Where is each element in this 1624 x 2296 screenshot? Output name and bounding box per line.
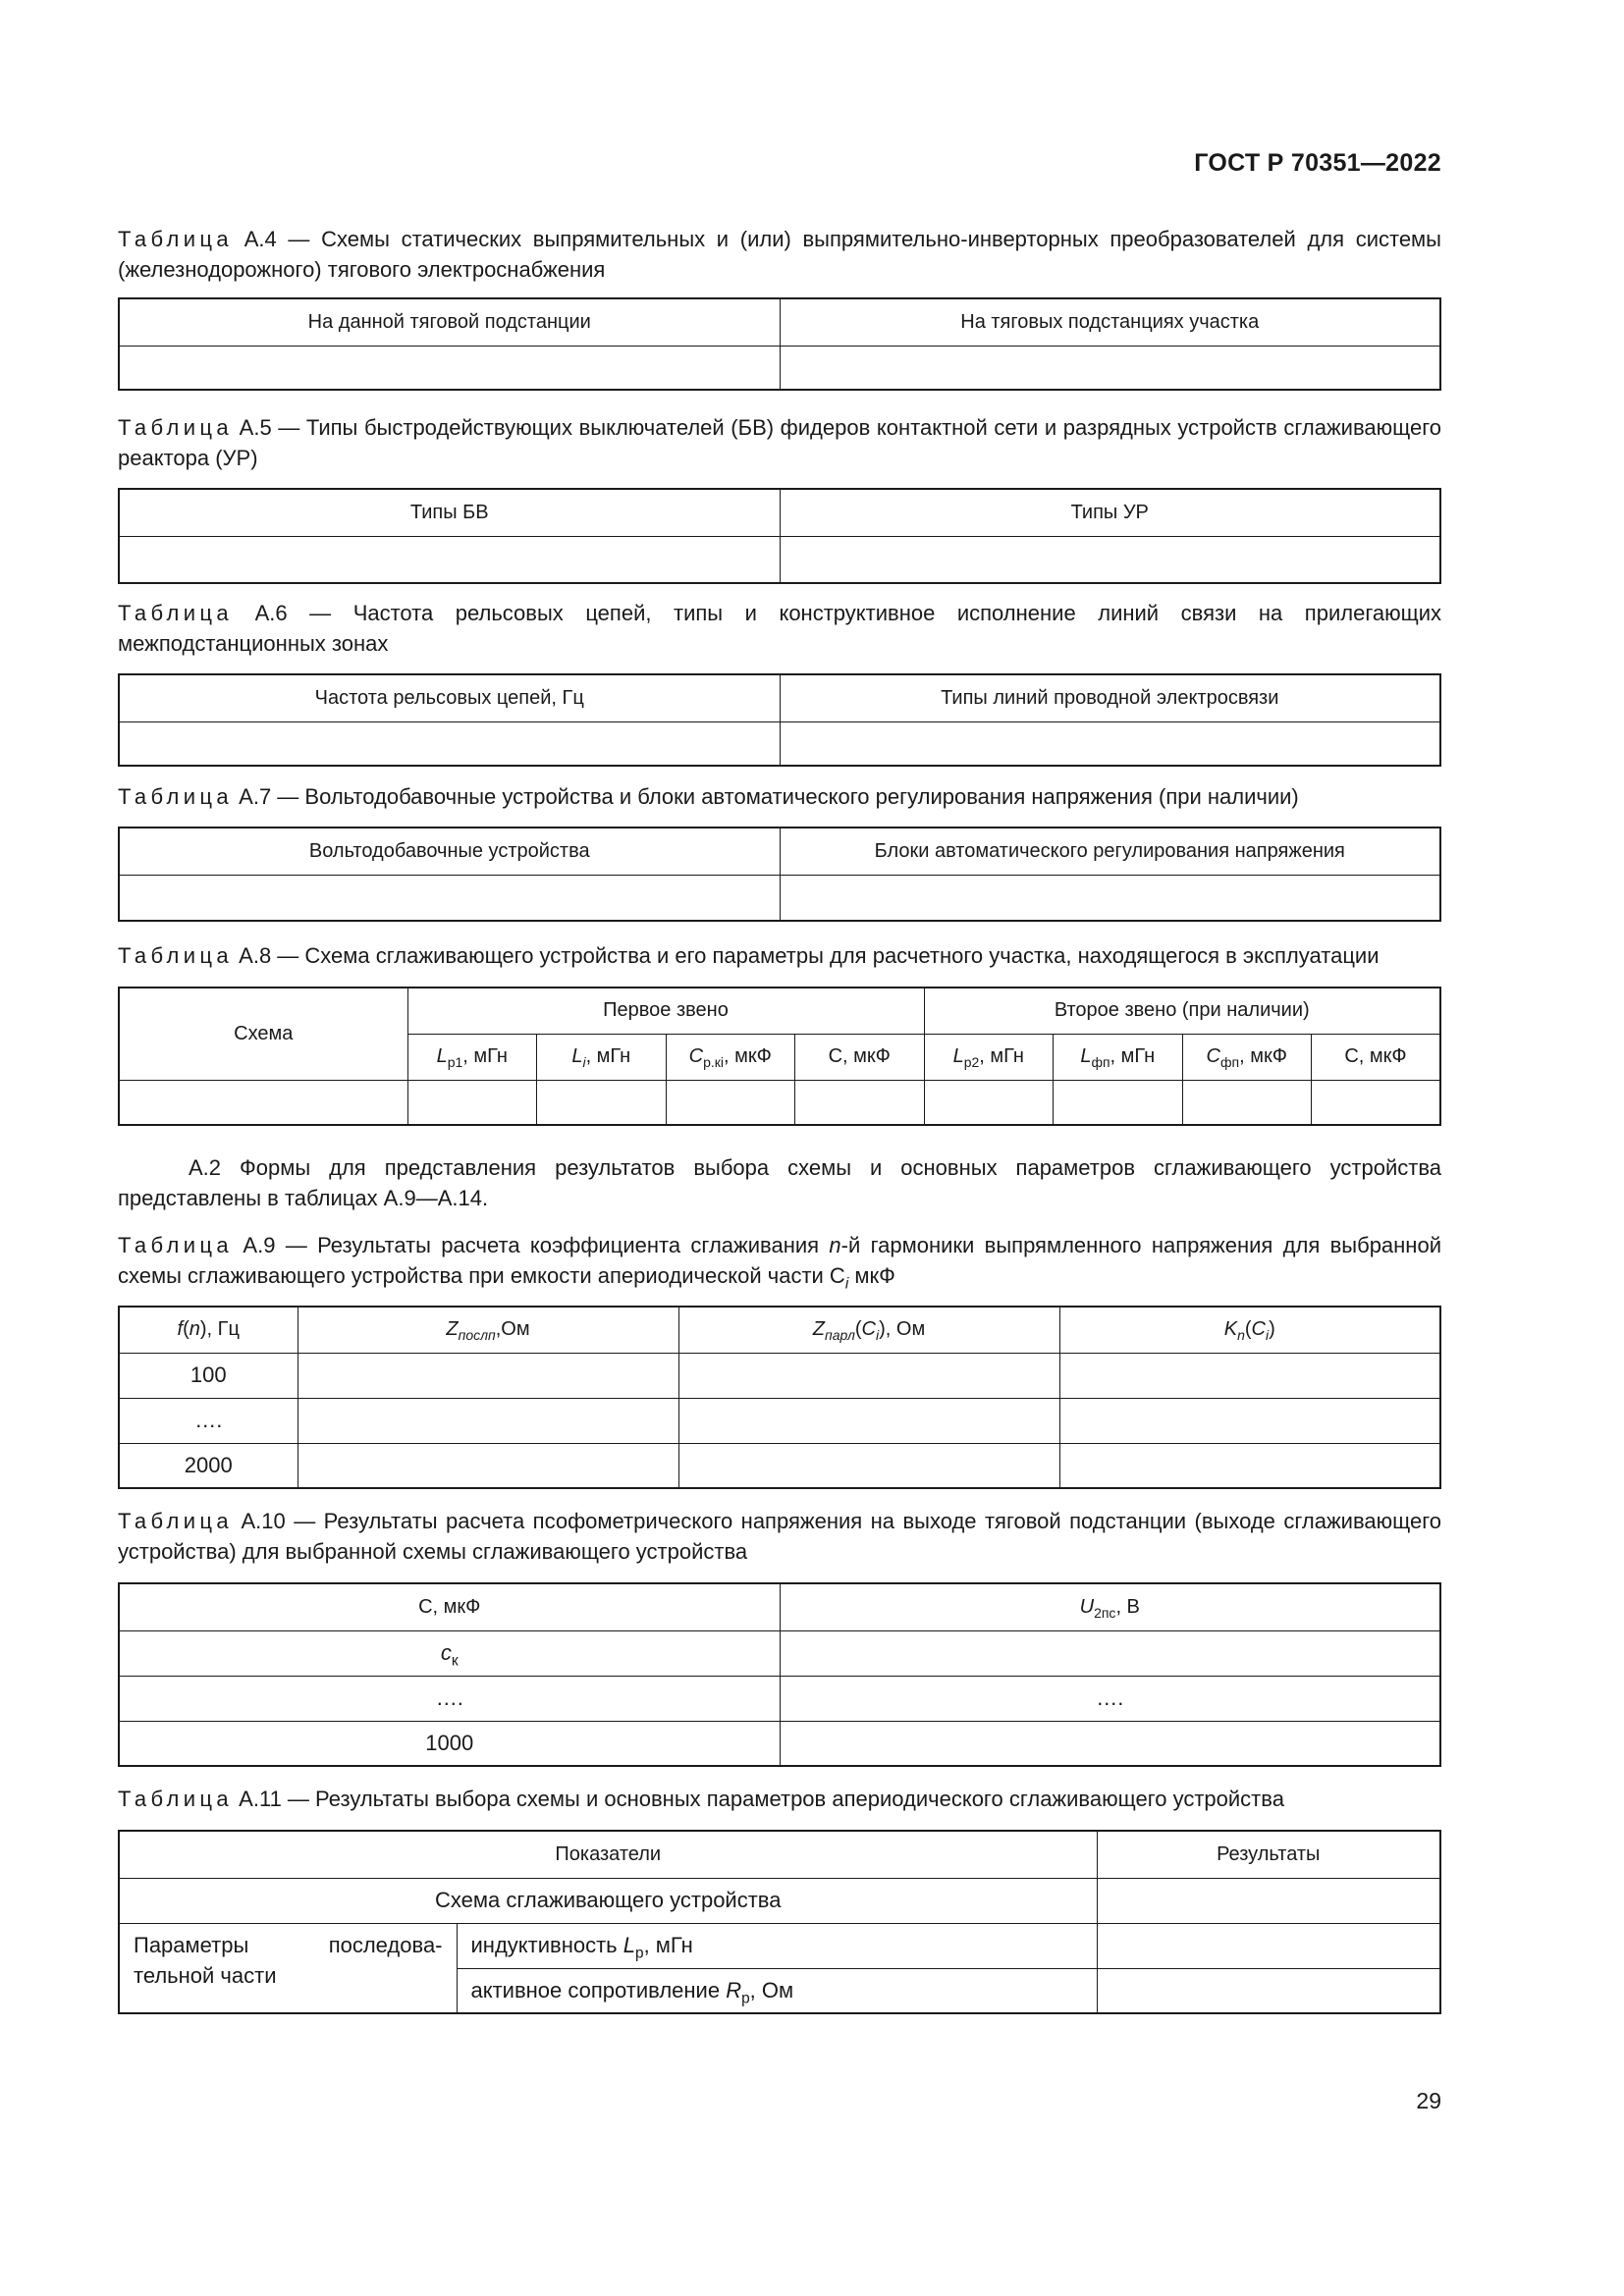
page-number: 29: [1416, 2088, 1441, 2113]
header-fn: f(n), Гц: [119, 1307, 298, 1353]
empty-cell: [1097, 1878, 1440, 1923]
caption-text: А.10 — Результаты расчета псофометрического напряжения на выходе тяговой подстанции (выходе сглаживающего устройства) для выбранной схемы сглаживающего устройства: [118, 1509, 1441, 1564]
table-a7: [118, 827, 1441, 922]
empty-cell: [678, 1398, 1059, 1443]
empty-cell: [1059, 1353, 1440, 1398]
empty-cell: [119, 1080, 407, 1125]
header-results: Результаты: [1097, 1831, 1440, 1878]
empty-cell: [666, 1080, 795, 1125]
caption-text: А.5 — Типы быстродействующих выключателей (БВ) фидеров контактной сети и разрядных устройств сглаживающего реактора (УР): [118, 415, 1441, 470]
c-cell: 1000: [119, 1721, 780, 1766]
table-row: [119, 1353, 1440, 1398]
header-u2ps: $U_{2пс}$, В: [780, 1583, 1440, 1630]
c-cell: ….: [119, 1676, 780, 1721]
empty-cell: [119, 875, 780, 921]
header-cell: Типы БВ: [119, 489, 780, 536]
params-label: Параметры последова- тельной части: [119, 1923, 457, 2013]
param-lp2: $L_{p2}$, мГн: [924, 1034, 1054, 1080]
u-cell: ….: [780, 1676, 1440, 1721]
table-a7-caption: [118, 781, 1441, 812]
caption-text: А.8 — Схема сглаживающего устройства и его параметры для расчетного участка, находящегося в эксплуатации: [233, 943, 1380, 968]
table-row: [119, 1630, 1440, 1676]
empty-cell: [119, 721, 780, 766]
caption-label: Таблица: [118, 415, 234, 440]
paragraph-a2: А.2 Формы для представления результатов выбора схемы и основных параметров сглаживающего устройства представлены в таблицах А.9—А.14.: [118, 1155, 1441, 1210]
empty-cell: [780, 875, 1440, 921]
caption-label: Таблица: [118, 943, 234, 968]
table-row: [119, 1398, 1440, 1443]
scheme-row-label: Схема сглаживающего устройства: [119, 1878, 1097, 1923]
table-a8-caption: [118, 940, 1441, 971]
empty-cell: [678, 1353, 1059, 1398]
empty-cell: [298, 1443, 678, 1488]
first-link-header: Первое звено: [407, 988, 924, 1034]
empty-cell: [298, 1398, 678, 1443]
caption-text: А.11 — Результаты выбора схемы и основных параметров апериодического сглаживающего устройства: [233, 1787, 1284, 1811]
caption-label: Таблица: [118, 1233, 234, 1257]
param-cfp: $C_{фп}$, мкФ: [1182, 1034, 1312, 1080]
table-a6-caption: [118, 598, 1441, 659]
table-a8: [118, 987, 1441, 1126]
empty-cell: [1312, 1080, 1441, 1125]
empty-cell: [407, 1080, 537, 1125]
table-a9-caption: Таблица А.9 — Результаты расчета коэффициента сглаживания n-й гармоники выпрямленного напряжения для выбранной схемы сглаживающего устройства при емкости апериодической части $С_i$ мкФ: [118, 1233, 1441, 1293]
table-a9: [118, 1306, 1441, 1489]
empty-cell: [780, 346, 1440, 390]
table-a11-caption: [118, 1784, 1441, 1814]
header-c: С, мкФ: [119, 1583, 780, 1630]
freq-cell: ….: [119, 1398, 298, 1443]
empty-cell: [119, 536, 780, 583]
table-row: [119, 1443, 1440, 1488]
header-cell: Типы УР: [780, 489, 1440, 536]
table-a11: [118, 1830, 1441, 2014]
header-cell: Частота рельсовых цепей, Гц: [119, 674, 780, 721]
table-a10-caption: [118, 1506, 1441, 1567]
inductance-label: индуктивность $L_p$, мГн: [457, 1923, 1097, 1968]
table-a5-caption: [118, 412, 1441, 473]
caption-text: А.4 — Схемы статических выпрямительных и (или) выпрямительно-инверторных преобразователей для системы (железнодорожного) тягового электроснабжения: [118, 227, 1441, 282]
table-row: [119, 1721, 1440, 1766]
table-a4: [118, 297, 1441, 391]
resistance-label: активное сопротивление $R_p$, Ом: [457, 1968, 1097, 2013]
table-a10: [118, 1582, 1441, 1767]
empty-cell: [537, 1080, 667, 1125]
empty-cell: [678, 1443, 1059, 1488]
scheme-header: Схема: [119, 988, 407, 1080]
caption-label: Таблица: [118, 601, 234, 625]
empty-cell: [119, 346, 780, 390]
empty-cell: [1097, 1923, 1440, 1968]
table-a6: [118, 673, 1441, 767]
empty-cell: [1097, 1968, 1440, 2013]
param-lfp: $L_{фп}$, мГн: [1054, 1034, 1183, 1080]
caption-label: Таблица: [118, 1509, 234, 1533]
freq-cell: 100: [119, 1353, 298, 1398]
header-cell: Типы линий проводной электросвязи: [780, 674, 1440, 721]
header-zposl: $Z_{послп},Ом$: [298, 1307, 678, 1353]
header-cell: Вольтодобавочные устройства: [119, 828, 780, 875]
header-cell: Блоки автоматического регулирования напряжения: [780, 828, 1440, 875]
empty-cell: [780, 536, 1440, 583]
c-cell: $c_к$: [119, 1630, 780, 1676]
header-zparl: $Z_{парл}(C_i)$, Ом: [678, 1307, 1059, 1353]
table-row: [119, 1676, 1440, 1721]
page-content: [118, 224, 1441, 2014]
empty-cell: [1059, 1398, 1440, 1443]
caption-label: Таблица: [118, 1787, 234, 1811]
header-indicators: Показатели: [119, 1831, 1097, 1878]
caption-text: А.7 — Вольтодобавочные устройства и блоки автоматического регулирования напряжения (при наличии): [233, 784, 1299, 809]
param-c2: С, мкФ: [1312, 1034, 1441, 1080]
caption-label: Таблица: [118, 784, 234, 809]
table-a4-caption: [118, 224, 1441, 285]
empty-cell: [795, 1080, 925, 1125]
second-link-header: Второе звено (при наличии): [924, 988, 1440, 1034]
header-cell: На данной тяговой подстанции: [119, 298, 780, 346]
empty-cell: [780, 1721, 1440, 1766]
param-cpki: $C_{р.кi}$, мкФ: [666, 1034, 795, 1080]
header-kn: $K_n(C_i)$: [1059, 1307, 1440, 1353]
caption-text: А.6 — Частота рельсовых цепей, типы и конструктивное исполнение линий связи на прилегающих межподстанционных зонах: [118, 601, 1441, 656]
param-lp1: $L_{p1}$, мГн: [407, 1034, 537, 1080]
table-a5: [118, 488, 1441, 584]
empty-cell: [780, 721, 1440, 766]
empty-cell: [780, 1630, 1440, 1676]
freq-cell: 2000: [119, 1443, 298, 1488]
empty-cell: [298, 1353, 678, 1398]
header-cell: На тяговых подстанциях участка: [780, 298, 1440, 346]
document-code: ГОСТ Р 70351—2022: [1194, 149, 1441, 177]
param-li: $L_i$, мГн: [537, 1034, 667, 1080]
empty-cell: [924, 1080, 1054, 1125]
empty-cell: [1182, 1080, 1312, 1125]
param-c1: С, мкФ: [795, 1034, 925, 1080]
caption-label: Таблица: [118, 227, 234, 251]
empty-cell: [1059, 1443, 1440, 1488]
empty-cell: [1054, 1080, 1183, 1125]
